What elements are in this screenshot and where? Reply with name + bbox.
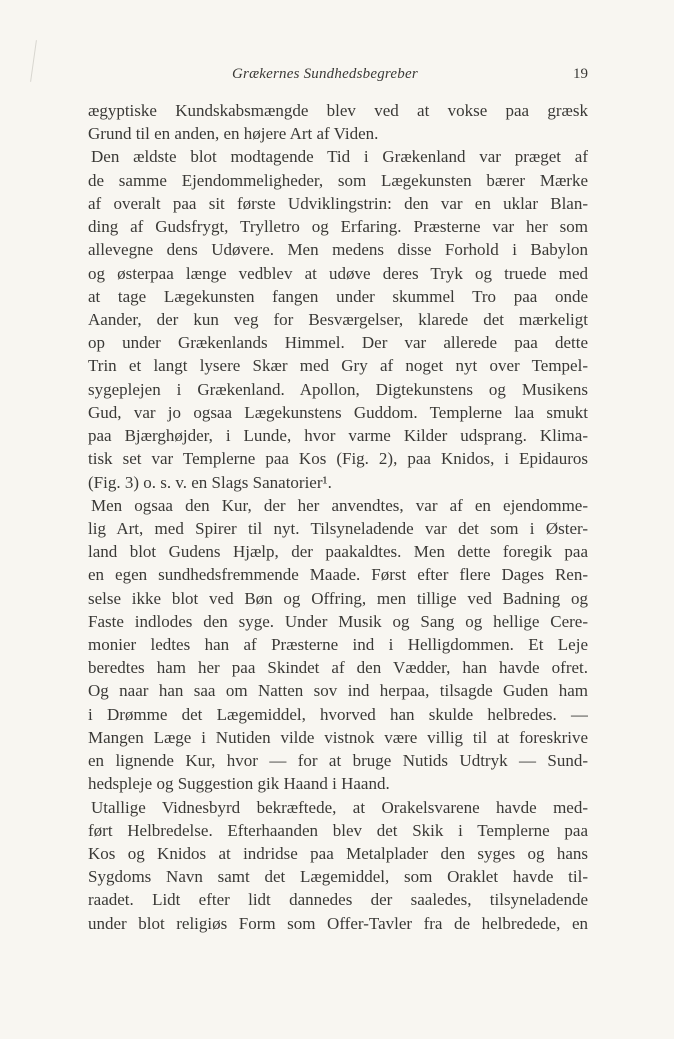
text-line: Trin et langt lysere Skær med Gry af noget nyt over Tempel- bbox=[88, 356, 588, 376]
text-line: under blot religiøs Form som Offer-Tavler fra de helbredede, en bbox=[88, 913, 588, 933]
text-line: lig Art, med Spirer til nyt. Tilsyneladende var det som i Øster- bbox=[88, 518, 588, 538]
text-line: raadet. Lidt efter lidt dannedes der saaledes, tilsyneladende bbox=[88, 890, 588, 910]
text-line: en lignende Kur, hvor — for at bruge Nutids Udtryk — Sund- bbox=[88, 751, 588, 771]
text-line: Gud, var jo ogsaa Lægekunstens Guddom. Templerne laa smukt bbox=[88, 402, 588, 422]
text-line: tisk set var Templerne paa Kos (Fig. 2), paa Knidos, i Epidauros bbox=[88, 449, 588, 469]
running-title: Grækernes Sundhedsbegreber bbox=[232, 66, 418, 82]
text-line: og østerpaa længe vedblev at udøve deres Tryk og truede med bbox=[88, 263, 588, 283]
text-line: (Fig. 3) o. s. v. en Slags Sanatorier¹. bbox=[88, 472, 332, 492]
text-line: selse ikke blot ved Bøn og Offring, men tillige ved Badning og bbox=[88, 588, 588, 608]
text-line: allevegne dens Udøvere. Men medens disse Forhold i Babylon bbox=[88, 240, 588, 260]
text-line: Faste indlodes den syge. Under Musik og Sang og hellige Cere- bbox=[88, 611, 588, 631]
text-line: monier ledtes han af Præsterne ind i Helligdommen. Et Leje bbox=[88, 635, 588, 655]
text-line: ægyptiske Kundskabsmængde blev ved at vokse paa græsk bbox=[88, 101, 588, 120]
paragraph-first-line: Den ældste blot modtagende Tid i Grækenland var præget af bbox=[91, 147, 588, 167]
text-line: op under Grækenlands Himmel. Der var allerede paa dette bbox=[88, 333, 588, 353]
text-line: Mangen Læge i Nutiden vilde vistnok være villig til at foreskrive bbox=[88, 727, 588, 747]
text-line: paa Bjærghøjder, i Lunde, hvor varme Kilder udsprang. Klima- bbox=[88, 426, 588, 446]
text-line: en egen sundhedsfremmende Maade. Først efter flere Dages Ren- bbox=[88, 565, 588, 585]
text-line: Sygdoms Navn samt det Lægemiddel, som Oraklet havde til- bbox=[88, 867, 588, 887]
text-line: Kos og Knidos at indridse paa Metalplader den syges og hans bbox=[88, 844, 588, 863]
body-text bbox=[88, 99, 588, 935]
text-line: ding af Gudsfrygt, Trylletro og Erfaring. Præsterne var her som bbox=[88, 217, 588, 237]
text-line: beredtes ham her paa Skindet af den Vædder, han havde ofret. bbox=[88, 658, 588, 678]
text-line: Grund til en anden, en højere Art af Viden. bbox=[88, 124, 379, 144]
running-head bbox=[88, 60, 588, 90]
paragraph-first-line: Men ogsaa den Kur, der her anvendtes, var af en ejendomme- bbox=[91, 495, 588, 515]
text-line: de samme Ejendommeligheder, som Lægekunsten bærer Mærke bbox=[88, 170, 588, 190]
page-number: 19 bbox=[573, 66, 588, 82]
text-line: land blot Gudens Hjælp, der paakaldtes. Men dette foregik paa bbox=[88, 542, 588, 562]
text-line: at tage Lægekunsten fangen under skummel Tro paa onde bbox=[88, 286, 588, 306]
text-line: af overalt paa sit første Udviklingstrin: den var en uklar Blan- bbox=[88, 193, 588, 213]
text-line: ført Helbredelse. Efterhaanden blev det Skik i Templerne paa bbox=[88, 820, 588, 840]
text-line: Og naar han saa om Natten sov ind herpaa, tilsagde Guden ham bbox=[88, 681, 588, 701]
text-line: sygeplejen i Grækenland. Apollon, Digtekunstens og Musikens bbox=[88, 379, 588, 399]
paragraph-first-line: Utallige Vidnesbyrd bekræftede, at Orakelsvarene havde med- bbox=[91, 797, 588, 817]
page-edge-mark bbox=[30, 40, 37, 82]
text-line: i Drømme det Lægemiddel, hvorved han skulde helbredes. — bbox=[88, 704, 588, 724]
text-line: hedspleje og Suggestion gik Haand i Haand. bbox=[88, 774, 390, 794]
text-line: Aander, der kun veg for Besværgelser, klarede det mærkeligt bbox=[88, 309, 588, 329]
